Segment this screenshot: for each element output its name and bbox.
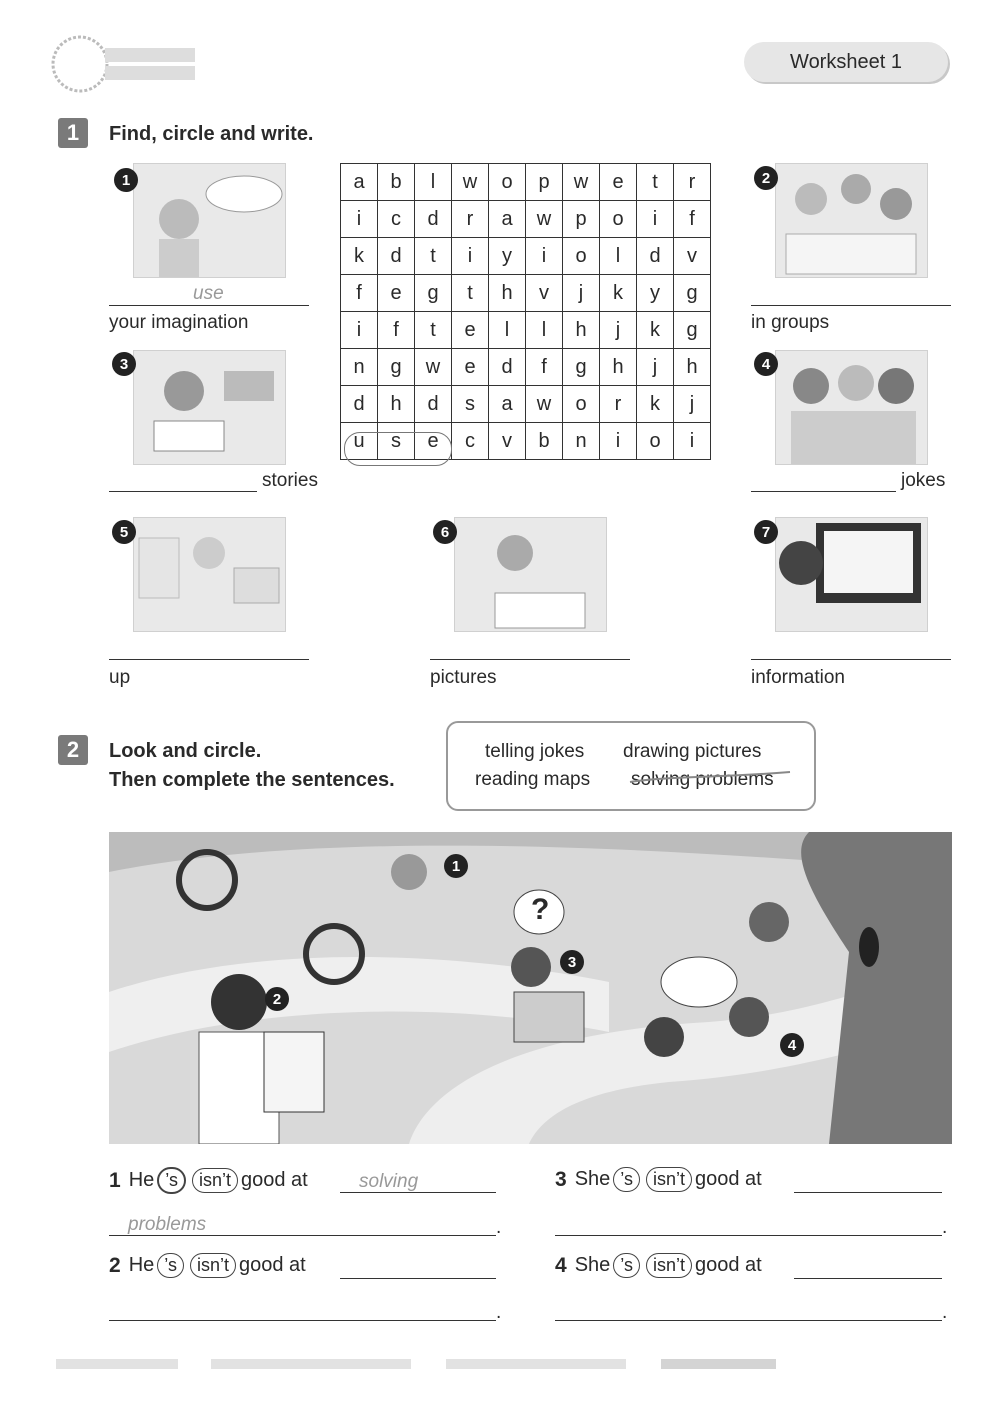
item-label-5: up <box>109 667 131 688</box>
answer-line-1[interactable] <box>109 305 309 306</box>
item-number-3: 3 <box>112 352 136 376</box>
grid-cell[interactable]: b <box>526 423 563 460</box>
grid-cell[interactable]: o <box>600 201 637 238</box>
sentence-2-period: . <box>496 1302 502 1323</box>
grid-cell[interactable]: o <box>563 386 600 423</box>
grid-cell[interactable]: p <box>526 164 563 201</box>
grid-cell[interactable]: j <box>563 275 600 312</box>
grid-row <box>341 238 711 275</box>
grid-cell[interactable]: v <box>674 238 711 275</box>
grid-cell[interactable]: r <box>452 201 489 238</box>
grid-cell[interactable]: j <box>674 386 711 423</box>
grid-cell[interactable]: d <box>378 238 415 275</box>
sentence-4-period: . <box>942 1302 948 1323</box>
grid-cell[interactable]: i <box>637 201 674 238</box>
grid-cell[interactable]: v <box>489 423 526 460</box>
grid-cell[interactable]: a <box>489 201 526 238</box>
grid-cell[interactable]: g <box>378 349 415 386</box>
grid-cell[interactable]: s <box>452 386 489 423</box>
exercise-2-title-line2: Then complete the sentences. <box>109 769 395 791</box>
sentence-subject: She <box>574 1254 611 1276</box>
sentence-text: good at <box>238 1254 306 1276</box>
picture-imagination <box>133 163 286 278</box>
grid-cell[interactable]: c <box>378 201 415 238</box>
answer-line-5[interactable] <box>109 659 309 660</box>
grid-cell[interactable]: n <box>341 349 378 386</box>
sentence-4 <box>555 1253 762 1278</box>
grid-cell[interactable]: e <box>600 164 637 201</box>
circled-word-use <box>344 432 452 466</box>
exercise-1-number: 1 <box>58 118 88 148</box>
option-is[interactable]: ’s <box>613 1253 640 1278</box>
item-label-7: information <box>751 667 845 688</box>
question-mark-icon: ? <box>531 893 550 926</box>
grid-cell[interactable]: d <box>489 349 526 386</box>
grid-cell[interactable]: o <box>489 164 526 201</box>
grid-cell[interactable]: w <box>452 164 489 201</box>
answer-line-4[interactable] <box>751 491 896 492</box>
grid-row <box>341 275 711 312</box>
grid-cell[interactable]: v <box>526 275 563 312</box>
grid-cell[interactable]: l <box>526 312 563 349</box>
grid-cell[interactable]: t <box>415 312 452 349</box>
option-is[interactable]: ’s <box>157 1253 184 1278</box>
grid-cell[interactable]: d <box>415 201 452 238</box>
sentence-text: good at <box>694 1168 762 1190</box>
item-label-4: jokes <box>901 470 946 491</box>
strike-through-mark <box>628 768 793 788</box>
scene-number-2: 2 <box>265 987 289 1011</box>
option-is-circled[interactable]: ’s <box>157 1167 186 1194</box>
grid-cell[interactable]: d <box>341 386 378 423</box>
grid-cell[interactable]: f <box>378 312 415 349</box>
grid-cell[interactable]: n <box>563 423 600 460</box>
grid-cell[interactable]: l <box>600 238 637 275</box>
sentence-1-answer-part2: problems <box>128 1214 207 1235</box>
grid-cell[interactable]: o <box>563 238 600 275</box>
item-number-6: 6 <box>433 520 457 544</box>
grid-cell[interactable]: p <box>563 201 600 238</box>
sentence-4-line-a[interactable] <box>794 1278 942 1279</box>
grid-cell[interactable]: g <box>674 312 711 349</box>
grid-cell[interactable]: s <box>378 423 415 460</box>
sentence-text: good at <box>694 1254 762 1276</box>
option-is[interactable]: ’s <box>613 1167 640 1192</box>
sentence-2-line-a[interactable] <box>340 1278 496 1279</box>
grid-cell[interactable]: d <box>415 386 452 423</box>
item-number-1: 1 <box>114 168 138 192</box>
grid-cell[interactable]: i <box>674 423 711 460</box>
exercise-2-number: 2 <box>58 735 88 765</box>
grid-cell[interactable]: o <box>637 423 674 460</box>
picture-information <box>775 517 928 632</box>
grid-cell[interactable]: a <box>489 386 526 423</box>
item-label-3: stories <box>262 470 318 491</box>
grid-cell[interactable]: i <box>526 238 563 275</box>
sentence-number: 2 <box>109 1253 121 1277</box>
picture-tidy-up <box>133 517 286 632</box>
grid-cell[interactable]: j <box>600 312 637 349</box>
grid-cell[interactable]: f <box>341 275 378 312</box>
grid-cell[interactable]: t <box>637 164 674 201</box>
answer-line-2[interactable] <box>751 305 951 306</box>
grid-cell[interactable]: i <box>341 312 378 349</box>
grid-row <box>341 386 711 423</box>
grid-cell[interactable]: a <box>341 164 378 201</box>
grid-cell[interactable]: w <box>415 349 452 386</box>
sentence-text: good at <box>240 1169 308 1191</box>
picture-drawing <box>454 517 607 632</box>
grid-cell[interactable]: f <box>526 349 563 386</box>
word-telling-jokes: telling jokes <box>485 741 585 762</box>
grid-cell[interactable]: w <box>563 164 600 201</box>
grid-cell[interactable]: c <box>452 423 489 460</box>
sentence-3-period: . <box>942 1217 948 1238</box>
word-box <box>446 721 816 811</box>
worksheet-badge: Worksheet 1 <box>744 42 948 82</box>
grid-cell[interactable]: e <box>452 349 489 386</box>
grid-cell[interactable]: g <box>563 349 600 386</box>
option-isnt[interactable]: isn’t <box>646 1253 692 1278</box>
picture-groups <box>775 163 928 278</box>
grid-cell[interactable]: h <box>674 349 711 386</box>
item-number-2: 2 <box>754 166 778 190</box>
option-isnt[interactable]: isn’t <box>192 1168 238 1193</box>
grid-cell[interactable]: k <box>600 275 637 312</box>
item-label-6: pictures <box>430 667 497 688</box>
item-number-5: 5 <box>112 520 136 544</box>
grid-cell[interactable]: i <box>341 201 378 238</box>
sentence-2-line-b[interactable] <box>109 1320 496 1321</box>
item-number-4: 4 <box>754 352 778 376</box>
sentence-number: 1 <box>109 1168 121 1192</box>
grid-cell[interactable]: l <box>415 164 452 201</box>
sentence-subject: He <box>128 1169 155 1191</box>
grid-cell[interactable]: i <box>600 423 637 460</box>
picture-jokes <box>775 350 928 465</box>
grid-cell[interactable]: d <box>637 238 674 275</box>
scene-number-4: 4 <box>780 1033 804 1057</box>
grid-cell[interactable]: w <box>526 386 563 423</box>
item-label-1: your imagination <box>109 312 249 333</box>
word-search-grid <box>340 163 711 460</box>
exercise-1-title: Find, circle and write. <box>109 123 314 145</box>
grid-cell[interactable]: i <box>452 238 489 275</box>
word-drawing-pictures: drawing pictures <box>623 741 762 762</box>
grid-cell[interactable]: y <box>489 238 526 275</box>
grid-cell[interactable]: l <box>489 312 526 349</box>
grid-row <box>341 349 711 386</box>
park-scene <box>109 832 952 1144</box>
grid-cell[interactable]: h <box>600 349 637 386</box>
grid-cell[interactable]: e <box>452 312 489 349</box>
sentence-1-answer-part1: solving <box>359 1171 419 1192</box>
answer-line-7[interactable] <box>751 659 951 660</box>
grid-cell[interactable]: t <box>415 238 452 275</box>
option-isnt[interactable]: isn’t <box>190 1253 236 1278</box>
grid-row <box>341 312 711 349</box>
scene-number-1: 1 <box>444 854 468 878</box>
sentence-3-line-b[interactable] <box>555 1235 942 1236</box>
grid-cell[interactable]: y <box>637 275 674 312</box>
grid-cell[interactable]: b <box>378 164 415 201</box>
sentence-subject: She <box>574 1168 611 1190</box>
sentence-3-line-a[interactable] <box>794 1192 942 1193</box>
item-number-7: 7 <box>754 520 778 544</box>
grid-cell[interactable]: r <box>674 164 711 201</box>
sentence-1-line-b[interactable] <box>109 1235 496 1236</box>
grid-cell[interactable]: w <box>526 201 563 238</box>
answer-1: use <box>193 283 224 304</box>
grid-cell[interactable]: u <box>341 423 378 460</box>
grid-cell[interactable]: k <box>341 238 378 275</box>
grid-cell[interactable]: h <box>378 386 415 423</box>
grid-cell[interactable]: k <box>637 312 674 349</box>
grid-cell[interactable]: f <box>674 201 711 238</box>
item-label-2: in groups <box>751 312 830 333</box>
answer-line-3[interactable] <box>109 491 257 492</box>
word-solving-problems: solving problems <box>631 769 774 790</box>
grid-cell[interactable]: h <box>563 312 600 349</box>
grid-cell[interactable]: g <box>415 275 452 312</box>
footer-illegible <box>56 1356 776 1372</box>
option-isnt[interactable]: isn’t <box>646 1167 692 1192</box>
word-reading-maps: reading maps <box>475 769 591 790</box>
grid-cell[interactable]: e <box>378 275 415 312</box>
sentence-4-line-b[interactable] <box>555 1320 942 1321</box>
sentence-1-period: . <box>496 1217 502 1238</box>
grid-row <box>341 164 711 201</box>
sentence-number: 4 <box>555 1253 567 1277</box>
grid-cell[interactable]: h <box>489 275 526 312</box>
publisher-logo <box>50 34 200 94</box>
sentence-2 <box>109 1253 306 1278</box>
sentence-1 <box>109 1167 308 1194</box>
grid-cell[interactable]: k <box>637 386 674 423</box>
sentence-3 <box>555 1167 762 1192</box>
grid-cell[interactable]: j <box>637 349 674 386</box>
scene-number-3: 3 <box>560 950 584 974</box>
answer-line-6[interactable] <box>430 659 630 660</box>
sentence-number: 3 <box>555 1167 567 1191</box>
grid-cell[interactable]: e <box>415 423 452 460</box>
grid-row <box>341 201 711 238</box>
grid-cell[interactable]: r <box>600 386 637 423</box>
sentence-1-line-a[interactable] <box>340 1192 496 1193</box>
picture-stories <box>133 350 286 465</box>
grid-cell[interactable]: t <box>452 275 489 312</box>
sentence-subject: He <box>128 1254 155 1276</box>
grid-cell[interactable]: g <box>674 275 711 312</box>
exercise-2-title-line1: Look and circle. <box>109 740 262 762</box>
